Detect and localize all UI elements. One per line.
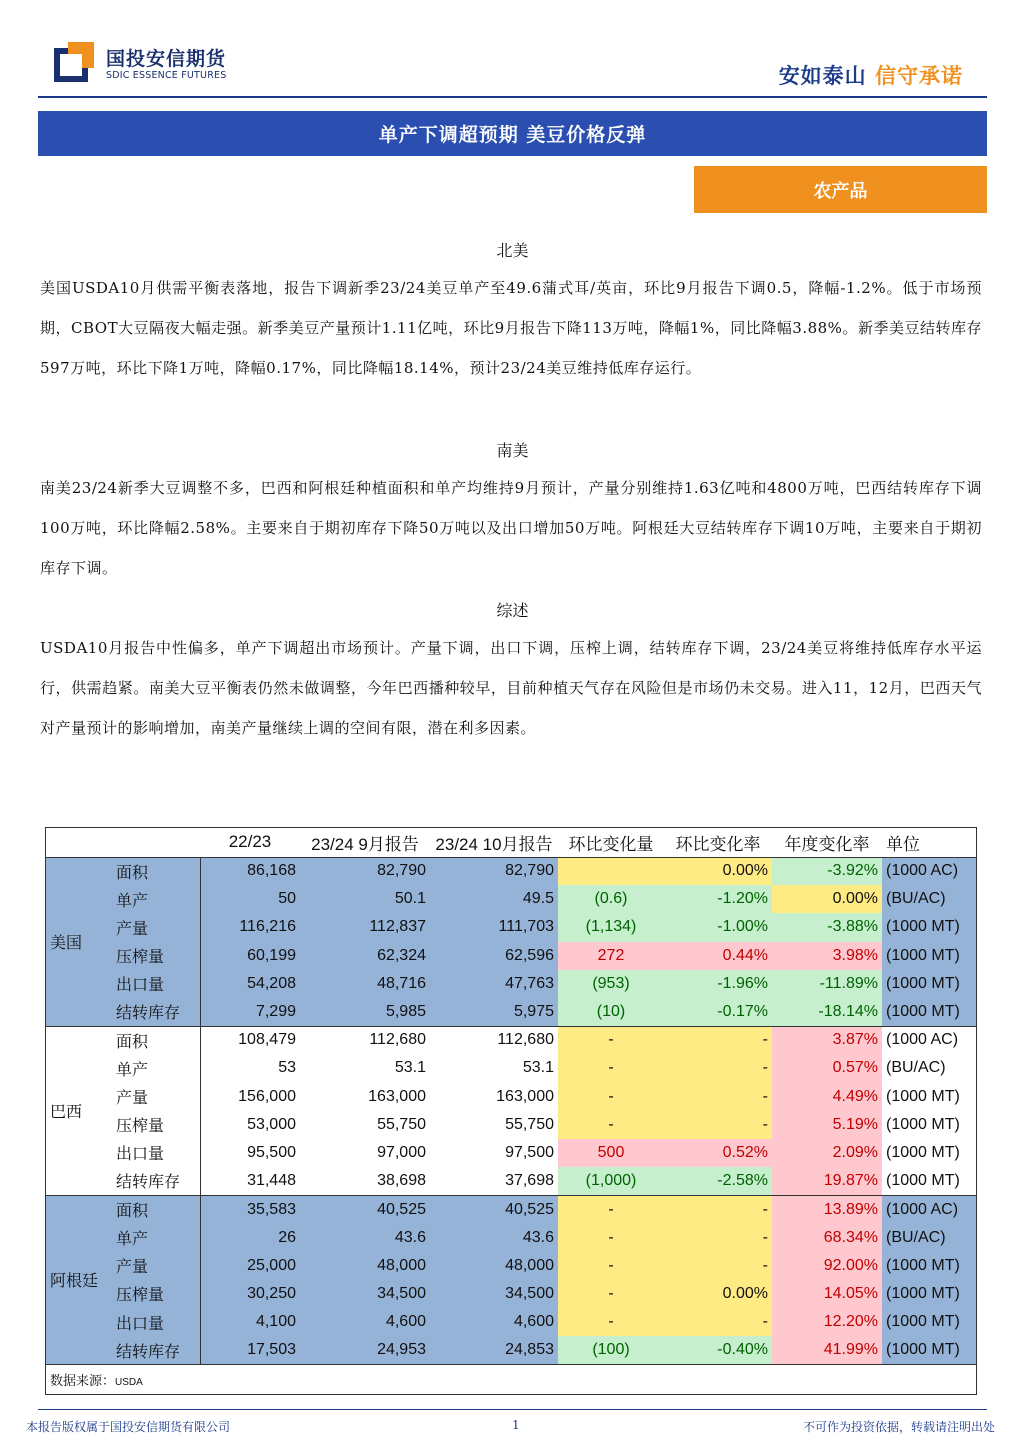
company-logo [54, 40, 254, 90]
metric-cell: 结转库存 [112, 1336, 200, 1364]
section-text-summary: USDA10月报告中性偏多，单产下调超出市场预计。产量下调，出口下调，压榨上调，结转库存下调，23/24美豆将维持低库存水平运行，供需趋紧。南美大豆平衡表仍然未做调整，今年巴西播种较早，目前种植天气存在风险但是市场仍未交易。进入11，12月，巴西天气对产量预计的影响增加，南美产量继续上调的空间有限，潜在利多因素。 [40, 639, 982, 737]
value-oct-report-cell: 4,600 [430, 1308, 558, 1336]
mom-change-pct-cell: -0.40% [664, 1336, 772, 1364]
value-sep-report-cell: 82,790 [300, 857, 430, 885]
value-oct-report-cell: 40,525 [430, 1195, 558, 1223]
header-cell: 23/24 10月报告 [430, 828, 558, 857]
mom-change-cell: - [558, 1308, 664, 1336]
yoy-change-pct-cell: 5.19% [772, 1111, 882, 1139]
section-text-south-america: 南美23/24新季大豆调整不多，巴西和阿根廷种植面积和单产均维持9月预计，产量分别维持1.63亿吨和4800万吨，巴西结转库存下调100万吨，环比降幅2.58%。主要来自于期初库存下降50万吨以及出口增加50万吨。阿根廷大豆结转库存下调10万吨，主要来自于期初库存下调。 [40, 479, 982, 577]
value-oct-report-cell: 47,763 [430, 970, 558, 998]
table-row [46, 970, 976, 998]
yoy-change-pct-cell: 68.34% [772, 1223, 882, 1251]
unit-cell: (1000 MT) [882, 913, 976, 941]
yoy-change-pct-cell: -11.89% [772, 970, 882, 998]
metric-cell: 产量 [112, 913, 200, 941]
yoy-change-pct-cell: -3.88% [772, 913, 882, 941]
mom-change-cell: (10) [558, 998, 664, 1026]
table-row [46, 1111, 976, 1139]
mom-change-pct-cell: - [664, 1026, 772, 1054]
unit-cell: (BU/AC) [882, 885, 976, 913]
value-2223-cell: 108,479 [200, 1026, 300, 1054]
mom-change-cell: 500 [558, 1139, 664, 1167]
metric-cell: 出口量 [112, 970, 200, 998]
table-row [46, 1280, 976, 1308]
table-row [46, 1139, 976, 1167]
value-sep-report-cell: 43.6 [300, 1223, 430, 1251]
section-heading-south-america: 南美 [496, 441, 529, 460]
table-row [46, 1252, 976, 1280]
mom-change-pct-cell: - [664, 1223, 772, 1251]
yoy-change-pct-cell: 2.09% [772, 1139, 882, 1167]
mom-change-cell: - [558, 1026, 664, 1054]
unit-cell: (1000 MT) [882, 1336, 976, 1364]
mom-change-cell: - [558, 1223, 664, 1251]
mom-change-cell [558, 857, 664, 885]
value-sep-report-cell: 62,324 [300, 942, 430, 970]
mom-change-cell: (1,000) [558, 1167, 664, 1195]
table-row [46, 1167, 976, 1195]
yoy-change-pct-cell: -3.92% [772, 857, 882, 885]
header-cell: 环比变化量 [558, 828, 664, 857]
unit-cell: (1000 AC) [882, 857, 976, 885]
header-cell: 单位 [882, 828, 976, 857]
metric-cell: 结转库存 [112, 1167, 200, 1195]
unit-cell: (1000 MT) [882, 1167, 976, 1195]
footer-divider [38, 1409, 987, 1410]
header-cell: 22/23 [200, 828, 300, 857]
data-source [50, 1370, 143, 1389]
yoy-change-pct-cell: 4.49% [772, 1083, 882, 1111]
unit-cell: (1000 MT) [882, 1139, 976, 1167]
value-sep-report-cell: 24,953 [300, 1336, 430, 1364]
unit-cell: (1000 MT) [882, 1083, 976, 1111]
unit-cell: (1000 MT) [882, 970, 976, 998]
value-sep-report-cell: 112,680 [300, 1026, 430, 1054]
value-sep-report-cell: 34,500 [300, 1280, 430, 1308]
value-oct-report-cell: 97,500 [430, 1139, 558, 1167]
mom-change-cell: (100) [558, 1336, 664, 1364]
table-row [46, 857, 976, 885]
mom-change-pct-cell: -0.17% [664, 998, 772, 1026]
table-row [46, 1195, 976, 1223]
value-sep-report-cell: 38,698 [300, 1167, 430, 1195]
value-2223-cell: 156,000 [200, 1083, 300, 1111]
footer-copyright: 本报告版权属于国投安信期货有限公司 [26, 1420, 231, 1434]
unit-cell: (1000 MT) [882, 1280, 976, 1308]
unit-cell: (1000 MT) [882, 1308, 976, 1336]
value-oct-report-cell: 48,000 [430, 1252, 558, 1280]
yoy-change-pct-cell: 13.89% [772, 1195, 882, 1223]
country-label: 美国 [46, 857, 112, 1026]
yoy-change-pct-cell: -18.14% [772, 998, 882, 1026]
value-oct-report-cell: 112,680 [430, 1026, 558, 1054]
metric-cell: 面积 [112, 1026, 200, 1054]
yoy-change-pct-cell: 0.57% [772, 1054, 882, 1082]
header-cell: 环比变化率 [664, 828, 772, 857]
unit-cell: (1000 MT) [882, 1111, 976, 1139]
footer-disclaimer: 不可作为投资依据，转载请注明出处 [802, 1420, 995, 1434]
mom-change-pct-cell: -1.00% [664, 913, 772, 941]
table-header-row [46, 828, 976, 857]
header-cell: 年度变化率 [772, 828, 882, 857]
value-sep-report-cell: 48,716 [300, 970, 430, 998]
value-oct-report-cell: 62,596 [430, 942, 558, 970]
header-cell: 23/24 9月报告 [300, 828, 430, 857]
mom-change-pct-cell: 0.00% [664, 1280, 772, 1308]
mom-change-cell: (0.6) [558, 885, 664, 913]
section-heading-north-america: 北美 [496, 241, 529, 260]
metric-cell: 压榨量 [112, 1111, 200, 1139]
table-row [46, 998, 976, 1026]
metric-cell: 压榨量 [112, 942, 200, 970]
mom-change-cell: - [558, 1111, 664, 1139]
metric-cell: 单产 [112, 1223, 200, 1251]
header-cell [112, 828, 200, 857]
unit-cell: (1000 MT) [882, 1252, 976, 1280]
metric-cell: 产量 [112, 1252, 200, 1280]
table-row [46, 942, 976, 970]
value-2223-cell: 31,448 [200, 1167, 300, 1195]
balance-sheet-table [46, 828, 976, 1365]
value-2223-cell: 95,500 [200, 1139, 300, 1167]
yoy-change-pct-cell: 0.00% [772, 885, 882, 913]
mom-change-pct-cell: 0.44% [664, 942, 772, 970]
supply-demand-table [45, 827, 977, 1395]
value-oct-report-cell: 34,500 [430, 1280, 558, 1308]
mom-change-cell: (1,134) [558, 913, 664, 941]
logo-english-name: SDIC ESSENCE FUTURES [106, 70, 227, 81]
section-text-north-america: 美国USDA10月供需平衡表落地，报告下调新季23/24美豆单产至49.6蒲式耳/英亩，环比9月报告下调0.5，降幅-1.2%。低于市场预期，CBOT大豆隔夜大幅走强。新季美豆产量预计1.11亿吨，环比9月报告下降113万吨，降幅1%，同比降幅3.88%。新季美豆结转库存597万吨，环比下降1万吨，降幅0.17%，同比降幅18.14%，预计23/24美豆维持低库存运行。 [40, 279, 982, 377]
source-value: USDA [115, 1377, 143, 1388]
table-row [46, 913, 976, 941]
page-number: 1 [512, 1418, 520, 1432]
mom-change-cell: - [558, 1054, 664, 1082]
unit-cell: (BU/AC) [882, 1223, 976, 1251]
mom-change-pct-cell: - [664, 1054, 772, 1082]
value-sep-report-cell: 5,985 [300, 998, 430, 1026]
mom-change-pct-cell: - [664, 1111, 772, 1139]
value-sep-report-cell: 50.1 [300, 885, 430, 913]
yoy-change-pct-cell: 92.00% [772, 1252, 882, 1280]
value-oct-report-cell: 111,703 [430, 913, 558, 941]
value-oct-report-cell: 37,698 [430, 1167, 558, 1195]
logo-mark-icon [54, 40, 96, 84]
value-2223-cell: 54,208 [200, 970, 300, 998]
table-row [46, 1336, 976, 1364]
metric-cell: 出口量 [112, 1139, 200, 1167]
value-sep-report-cell: 97,000 [300, 1139, 430, 1167]
value-2223-cell: 86,168 [200, 857, 300, 885]
value-sep-report-cell: 4,600 [300, 1308, 430, 1336]
mom-change-pct-cell: - [664, 1308, 772, 1336]
mom-change-pct-cell: - [664, 1252, 772, 1280]
value-2223-cell: 17,503 [200, 1336, 300, 1364]
mom-change-pct-cell: -1.20% [664, 885, 772, 913]
value-2223-cell: 53,000 [200, 1111, 300, 1139]
yoy-change-pct-cell: 3.87% [772, 1026, 882, 1054]
metric-cell: 单产 [112, 885, 200, 913]
slogan-part-b: 信守承诺 [875, 64, 963, 88]
table-row [46, 1223, 976, 1251]
metric-cell: 压榨量 [112, 1280, 200, 1308]
value-2223-cell: 30,250 [200, 1280, 300, 1308]
metric-cell: 结转库存 [112, 998, 200, 1026]
table-row [46, 1308, 976, 1336]
slogan-part-a: 安如泰山 [778, 64, 867, 88]
mom-change-pct-cell: -2.58% [664, 1167, 772, 1195]
header-divider [38, 96, 987, 98]
yoy-change-pct-cell: 14.05% [772, 1280, 882, 1308]
metric-cell: 面积 [112, 857, 200, 885]
value-2223-cell: 25,000 [200, 1252, 300, 1280]
mom-change-cell: - [558, 1083, 664, 1111]
value-oct-report-cell: 82,790 [430, 857, 558, 885]
country-label: 阿根廷 [46, 1195, 112, 1364]
header-cell [46, 828, 112, 857]
value-sep-report-cell: 55,750 [300, 1111, 430, 1139]
value-oct-report-cell: 43.6 [430, 1223, 558, 1251]
metric-cell: 出口量 [112, 1308, 200, 1336]
mom-change-cell: (953) [558, 970, 664, 998]
value-2223-cell: 4,100 [200, 1308, 300, 1336]
value-oct-report-cell: 49.5 [430, 885, 558, 913]
mom-change-cell: 272 [558, 942, 664, 970]
report-title: 单产下调超预期 美豆价格反弹 [38, 111, 987, 156]
mom-change-cell: - [558, 1280, 664, 1308]
yoy-change-pct-cell: 12.20% [772, 1308, 882, 1336]
value-sep-report-cell: 112,837 [300, 913, 430, 941]
unit-cell: (1000 AC) [882, 1195, 976, 1223]
section-heading-summary: 综述 [496, 601, 529, 620]
value-sep-report-cell: 48,000 [300, 1252, 430, 1280]
value-2223-cell: 35,583 [200, 1195, 300, 1223]
unit-cell: (1000 MT) [882, 942, 976, 970]
mom-change-pct-cell: 0.52% [664, 1139, 772, 1167]
table-row [46, 1054, 976, 1082]
slogan [779, 60, 963, 90]
yoy-change-pct-cell: 3.98% [772, 942, 882, 970]
mom-change-cell: - [558, 1195, 664, 1223]
value-2223-cell: 53 [200, 1054, 300, 1082]
yoy-change-pct-cell: 19.87% [772, 1167, 882, 1195]
unit-cell: (BU/AC) [882, 1054, 976, 1082]
mom-change-pct-cell: - [664, 1195, 772, 1223]
unit-cell: (1000 AC) [882, 1026, 976, 1054]
table-row [46, 1083, 976, 1111]
yoy-change-pct-cell: 41.99% [772, 1336, 882, 1364]
metric-cell: 单产 [112, 1054, 200, 1082]
value-2223-cell: 7,299 [200, 998, 300, 1026]
value-2223-cell: 50 [200, 885, 300, 913]
metric-cell: 产量 [112, 1083, 200, 1111]
source-label: 数据来源： [50, 1373, 116, 1388]
value-oct-report-cell: 53.1 [430, 1054, 558, 1082]
logo-name: 国投安信期货 [106, 48, 227, 70]
value-2223-cell: 60,199 [200, 942, 300, 970]
value-sep-report-cell: 163,000 [300, 1083, 430, 1111]
value-sep-report-cell: 53.1 [300, 1054, 430, 1082]
metric-cell: 面积 [112, 1195, 200, 1223]
value-oct-report-cell: 163,000 [430, 1083, 558, 1111]
mom-change-cell: - [558, 1252, 664, 1280]
value-oct-report-cell: 5,975 [430, 998, 558, 1026]
value-oct-report-cell: 24,853 [430, 1336, 558, 1364]
country-label: 巴西 [46, 1026, 112, 1195]
table-row [46, 885, 976, 913]
value-sep-report-cell: 40,525 [300, 1195, 430, 1223]
mom-change-pct-cell: -1.96% [664, 970, 772, 998]
mom-change-pct-cell: - [664, 1083, 772, 1111]
mom-change-pct-cell: 0.00% [664, 857, 772, 885]
unit-cell: (1000 MT) [882, 998, 976, 1026]
table-row [46, 1026, 976, 1054]
value-2223-cell: 26 [200, 1223, 300, 1251]
value-oct-report-cell: 55,750 [430, 1111, 558, 1139]
value-2223-cell: 116,216 [200, 913, 300, 941]
category-badge: 农产品 [694, 166, 987, 213]
